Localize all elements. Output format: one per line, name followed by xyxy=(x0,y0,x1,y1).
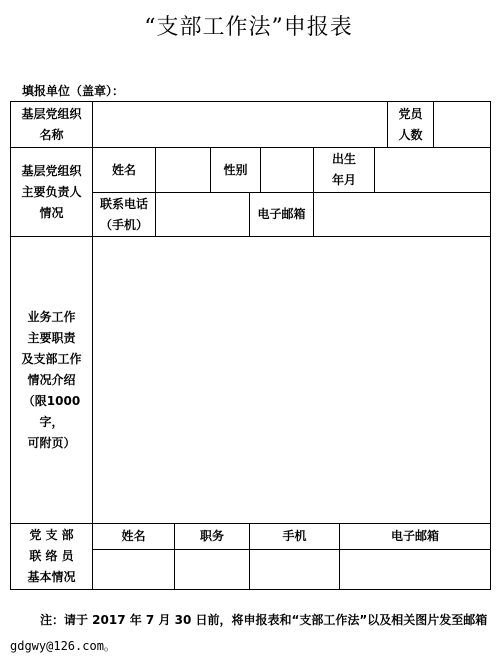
liaison-phone-field[interactable] xyxy=(250,550,339,589)
leader-birth-label: 出生 年月 xyxy=(331,152,356,187)
member-count-label: 党员 人数 xyxy=(398,106,423,142)
leader-info-label: 基层党组织 主要负责人 情况 xyxy=(21,163,82,220)
leader-phone-label: 联系电话 （手机） xyxy=(99,196,148,232)
liaison-phone-header: 手机 xyxy=(282,529,307,543)
org-name-label: 基层党组织 名称 xyxy=(21,106,82,142)
leader-name-field[interactable] xyxy=(156,148,210,192)
duties-label: 业务工作 主要职责 及支部工作 情况介绍 （限1000字， 可附页） xyxy=(21,309,82,450)
liaison-name-field[interactable] xyxy=(93,550,174,589)
liaison-position-header: 职务 xyxy=(199,529,224,543)
liaison-name-header: 姓名 xyxy=(121,529,146,543)
duties-field[interactable] xyxy=(93,237,490,523)
member-count-field[interactable] xyxy=(434,102,490,147)
leader-phone-field[interactable] xyxy=(156,193,249,236)
liaison-info-label: 党 支 部 联 络 员 基本情况 xyxy=(27,528,76,584)
table-border-right xyxy=(490,101,491,590)
liaison-email-field[interactable] xyxy=(340,550,490,589)
submission-email: gdgwy@126.com。 xyxy=(10,639,116,653)
form-title: “支部工作法”申报表 xyxy=(144,15,353,40)
liaison-position-field[interactable] xyxy=(175,550,249,589)
submission-note: 注：请于 2017 年 7 月 30 日前，将申报表和“支部工作法”以及相关图片发至邮箱 xyxy=(40,613,488,627)
leader-email-label: 电子邮箱 xyxy=(257,207,306,221)
leader-gender-field[interactable] xyxy=(261,148,313,192)
liaison-email-header: 电子邮箱 xyxy=(390,529,439,543)
org-name-field[interactable] xyxy=(93,102,387,147)
leader-birth-field[interactable] xyxy=(375,148,490,192)
leader-gender-label: 性别 xyxy=(223,162,248,177)
fill-unit-label: 填报单位（盖章）： xyxy=(22,84,125,98)
leader-name-label: 姓名 xyxy=(111,162,136,177)
table-border-bottom xyxy=(10,589,491,590)
leader-email-field[interactable] xyxy=(314,193,490,236)
